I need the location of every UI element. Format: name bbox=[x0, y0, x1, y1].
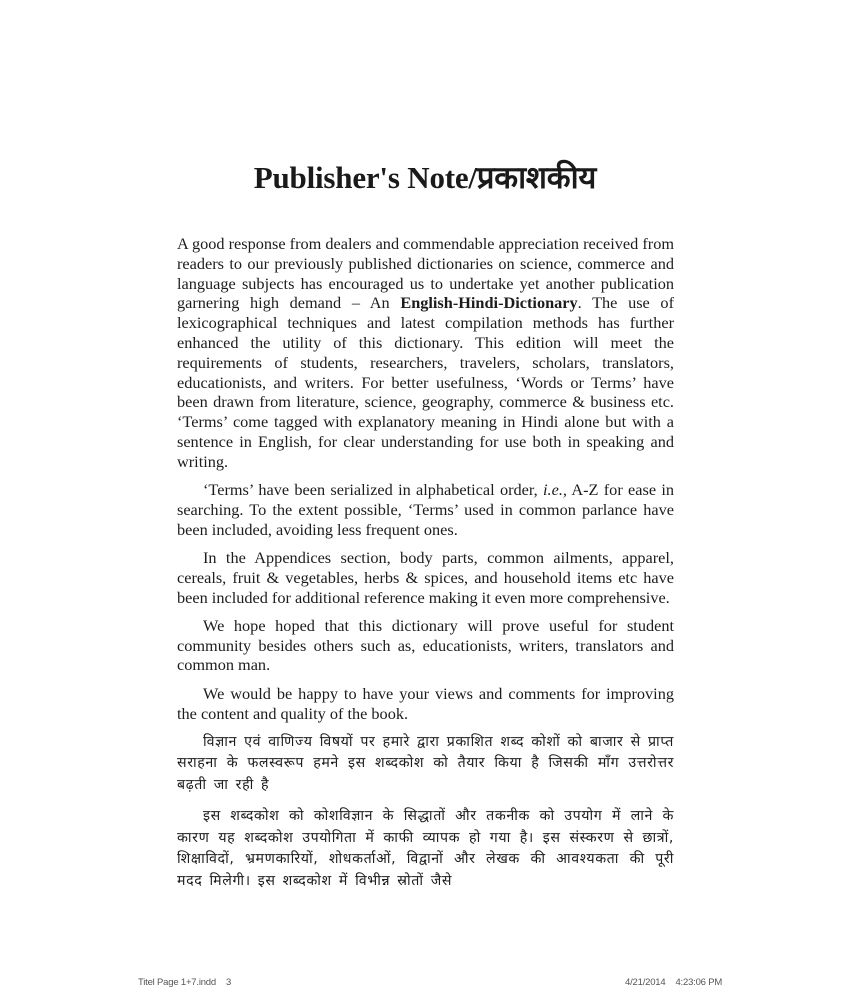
footer-time: 4:23:06 PM bbox=[675, 977, 723, 988]
dictionary-name: English-Hindi-Dictionary bbox=[400, 293, 578, 313]
paragraph-feedback: We would be happy to have your views and comments for improving the content and quality of the book. bbox=[177, 683, 674, 723]
footer-file-name: Titel Page 1+7.indd bbox=[138, 977, 216, 988]
paragraph-intro bbox=[177, 234, 674, 472]
paragraph-hope: We hope hoped that this dictionary will prove useful for student community besides others such as, educationists, writers, translators and common man. bbox=[177, 615, 674, 675]
serialization-text-start: ‘Terms’ have been serialized in alphabetical order, bbox=[203, 480, 543, 500]
document-body bbox=[177, 234, 674, 902]
footer-date: 4/21/2014 bbox=[625, 977, 666, 988]
ie-abbreviation: i.e., bbox=[543, 480, 567, 500]
serialization-text-end: A-Z for ease in searching. To the extent possible, ‘Terms’ used in common parlance have been included, avoiding less frequent ones. bbox=[177, 480, 674, 539]
paragraph-hindi-1: विज्ञान एवं वाणिज्य विषयों पर हमारे द्वारा प्रकाशित शब्द कोशों को बाजार से प्राप्त सराहना के फलस्वरूप हमने इस शब्दकोश को तैयार किया है जिसकी माँग उत्तरोत्तर बढ़ती जा रही है bbox=[177, 733, 674, 793]
paragraph-hindi-2: इस शब्दकोश को कोशविज्ञान के सिद्धातों और तकनीक को उपयोग में लाने के कारण यह शब्दकोश उपयोगिता में काफी व्यापक हो गया है। इस संस्करण से छात्रों, शिक्षाविदों, भ्रमणकारियों, शोधकर्ताओं, विद्वानों और लेखक की आवश्यकता की पूरी मदद मिलेगी। इस शब्दकोश में विभीन्न स्रोतों जैसे bbox=[177, 808, 674, 889]
paragraph-appendices: In the Appendices section, body parts, common ailments, apparel, cereals, fruit & vegetables, herbs & spices, and household items etc have been included for additional reference making it even more comprehensive. bbox=[177, 547, 674, 607]
footer-timestamp bbox=[625, 977, 722, 988]
paragraph-serialization bbox=[177, 480, 674, 539]
intro-text-end: . The use of lexicographical techniques and latest compilation methods has further enhanced the utility of this dictionary. This edition will meet the requirements of students, researchers, travelers, scholars, translators, educationists, and writers. For better usefulness, ‘Words or Terms’ have been drawn from literature, science, geography, commerce & business etc. ‘Terms’ come tagged with explanatory meaning in Hindi alone but with a sentence in English, for clear understanding for use both in speaking and writing. bbox=[177, 293, 674, 471]
footer-page-number: 3 bbox=[225, 977, 232, 988]
intro-text-start: A good response from dealers and commendable appreciation received from readers to our previously published dictionaries on science, commerce and language subjects has encouraged us to undertake yet another publication garnering high demand – An bbox=[177, 234, 674, 313]
footer-file-info bbox=[138, 977, 231, 988]
page-title: Publisher's Note/प्रकाशकीय bbox=[253, 160, 597, 195]
